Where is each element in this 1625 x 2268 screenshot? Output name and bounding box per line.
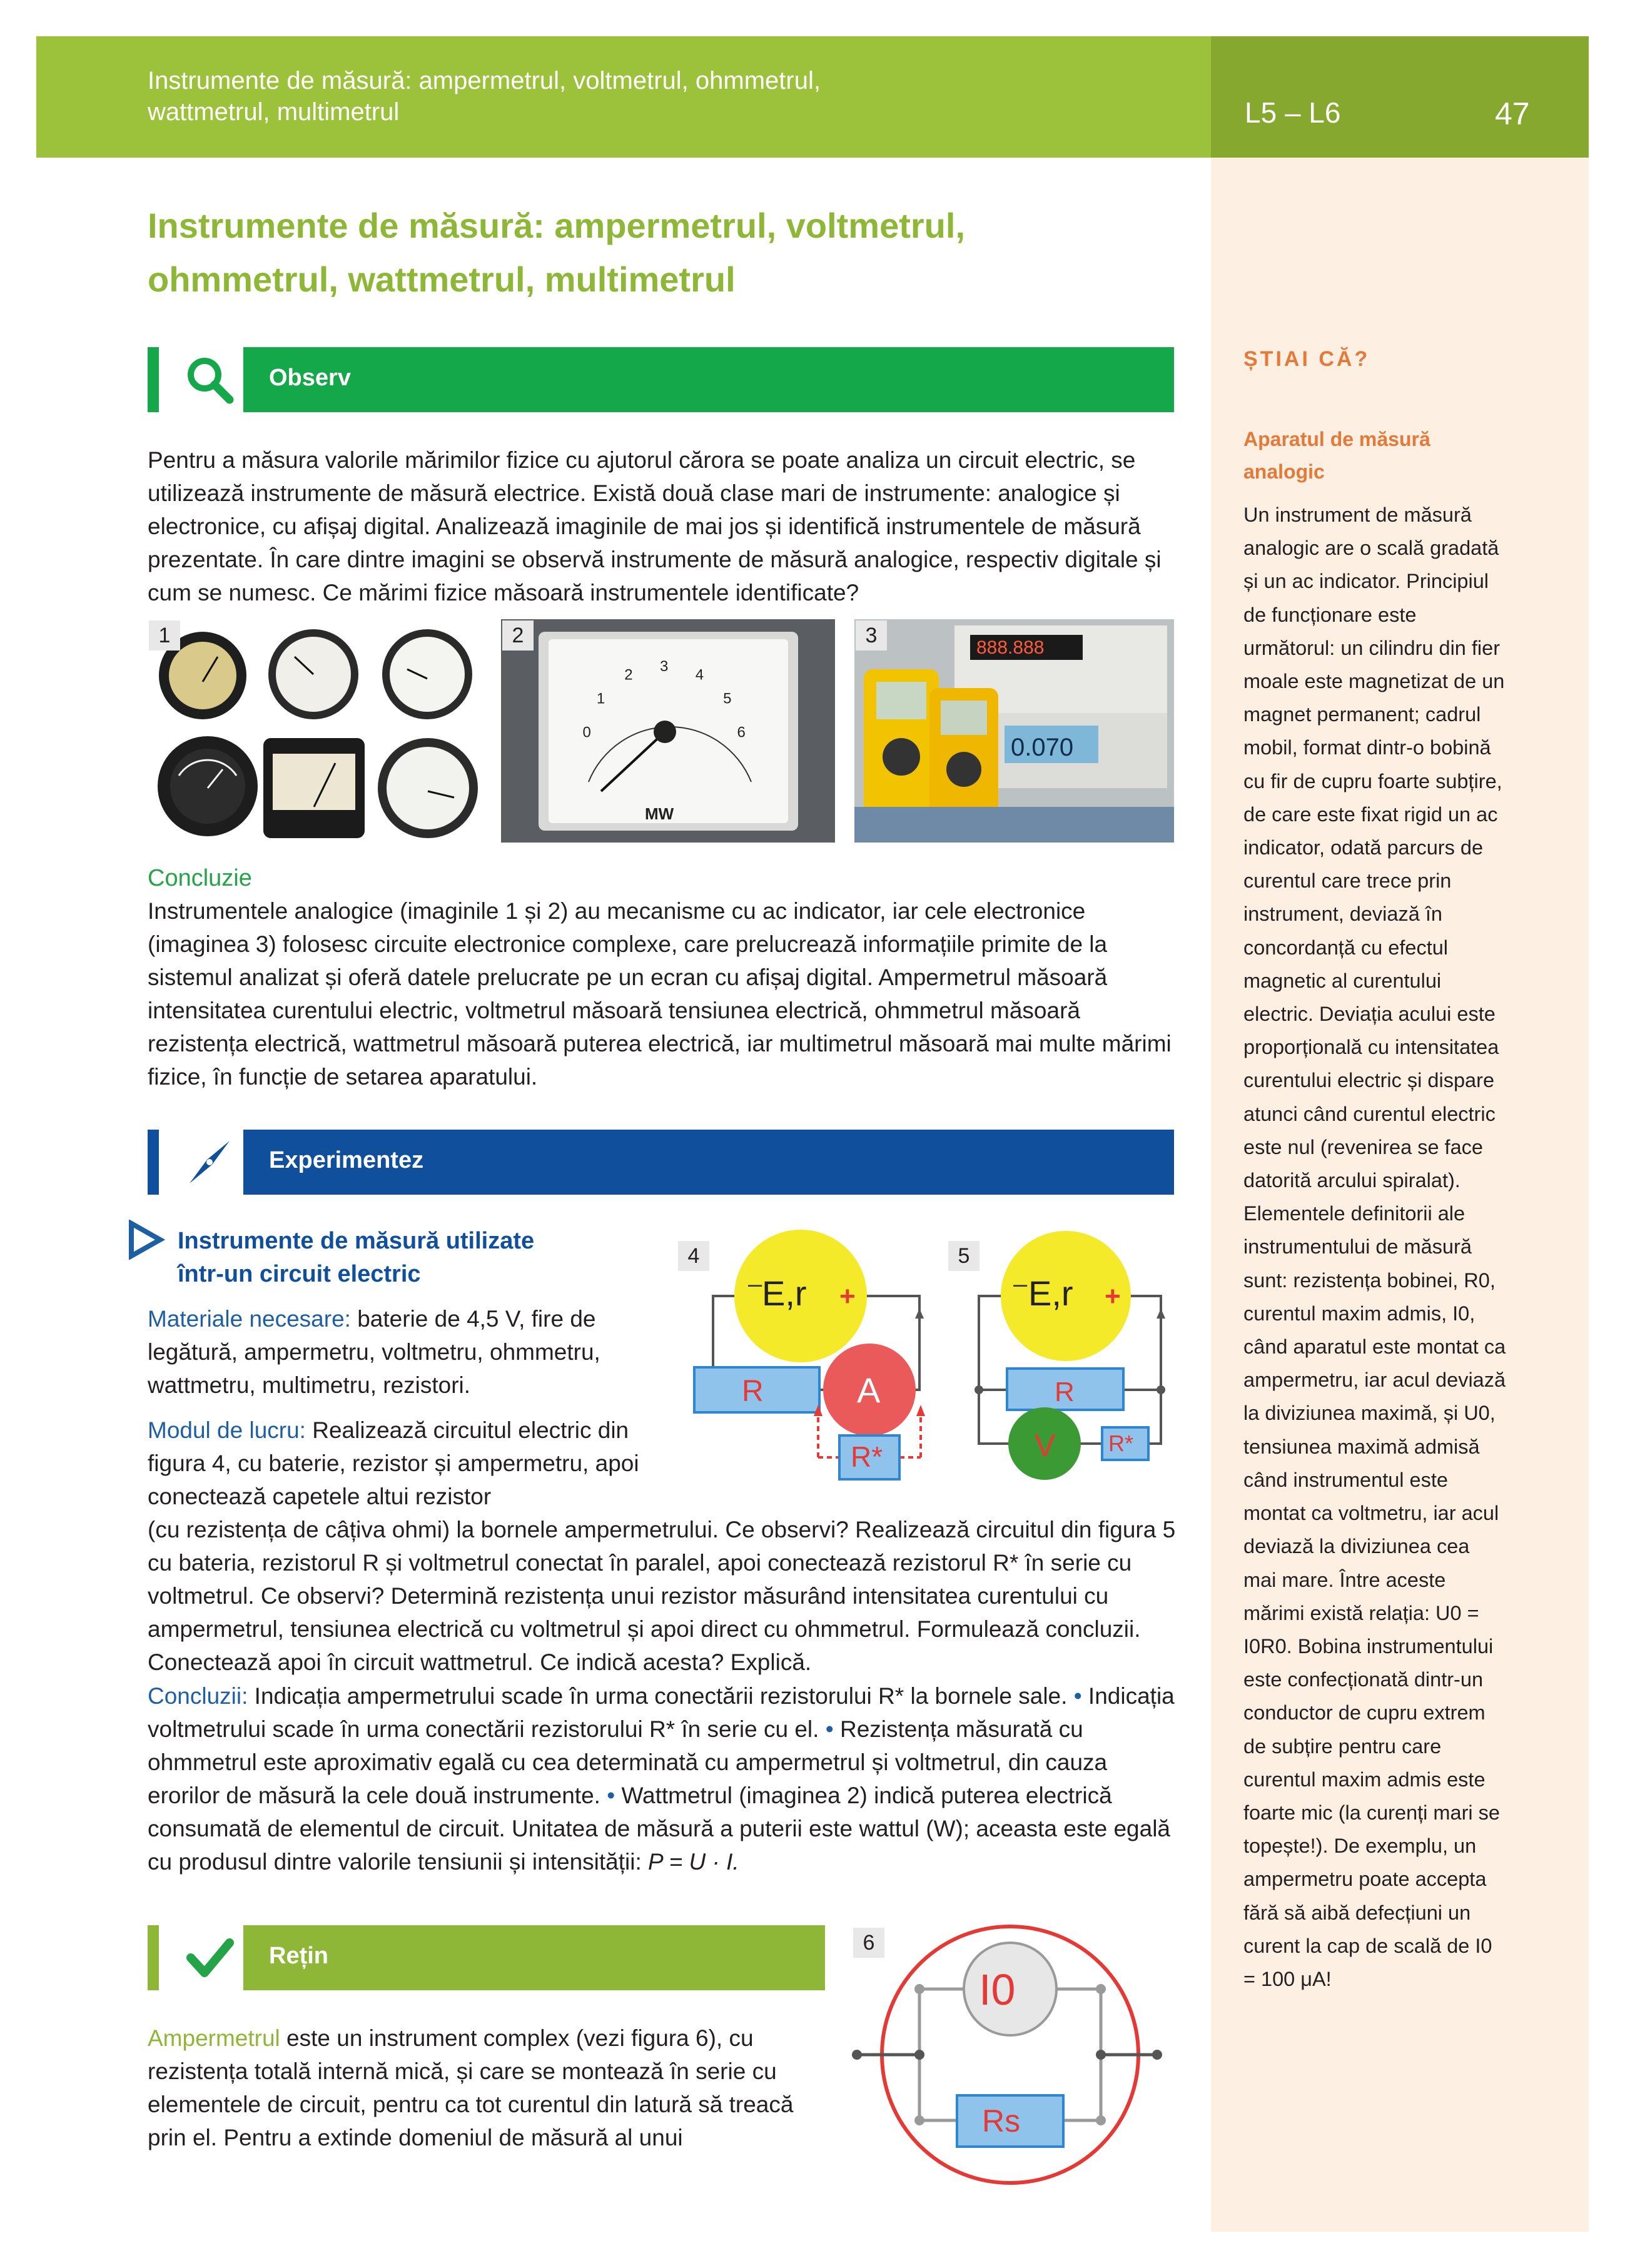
image-3-digital-instruments xyxy=(854,619,1174,843)
image-3-display-main: 0.070 xyxy=(1011,734,1074,761)
observ-bar xyxy=(243,347,1174,412)
retin-label: Rețin xyxy=(269,1943,328,1969)
figure-6-galvanometer-label: I0 xyxy=(979,1965,1016,2014)
retin-bar xyxy=(243,1925,825,1990)
bullet-2: • xyxy=(825,1716,834,1742)
figure-4-minus: – xyxy=(748,1270,762,1298)
figure-5-series-label: R* xyxy=(1108,1430,1134,1456)
checkmark-icon xyxy=(181,1925,238,1990)
image-3-number: 3 xyxy=(856,620,887,651)
figure-4-source-label: E,r xyxy=(762,1273,807,1313)
bullet-3: • xyxy=(607,1783,615,1808)
retin-paragraph xyxy=(148,2022,829,2154)
experimentez-label: Experimentez xyxy=(269,1147,424,1173)
method-label: Modul de lucru: xyxy=(148,1417,306,1443)
figure-5-source-label: E,r xyxy=(1028,1273,1073,1313)
conclusions-4: Wattmetrul (imaginea 2) indică puterea electrică consumată de elementul de circuit. Unitatea de măsură a puterii este wattul (W); aceasta este egală cu produsul dintre valorile tensiunii și intensității: xyxy=(148,1783,1171,1875)
conclusions-paragraph xyxy=(148,1679,1180,1878)
figure-4-number: 4 xyxy=(678,1241,709,1271)
dial-tick-label: 3 xyxy=(660,658,669,675)
figure-4-resistor-label: R xyxy=(742,1375,764,1408)
dial-tick-label: 1 xyxy=(596,690,605,707)
conclusions-label: Concluzii: xyxy=(148,1683,248,1709)
dial-tick-label: 5 xyxy=(723,690,732,707)
image-2-number: 2 xyxy=(502,620,534,651)
observ-label: Observ xyxy=(269,365,351,391)
figure-4-ammeter-label: A xyxy=(857,1370,881,1410)
magnifier-icon xyxy=(181,347,238,412)
conclusion-heading: Concluzie xyxy=(148,865,252,891)
figure-4-shunt-label: R* xyxy=(851,1440,883,1473)
sidebar-text: Un instrument de măsură analogic are o scală gradată și un ac indicator. Principiul de funcționare este următorul: un cilindru din fier moale este magnetizat de un magnet permanent; cadrul mobil, format dintr-o bobină cu fir de cupru foarte subțire, de care este fixat rigid un ac indicator, odată parcurs de curentul care trece prin instrument, deviază în concordanță cu efectul magnetic al curentului electric. Deviația acului este proporțională cu intensitatea curentului electric și dispare atunci când curentul electric este nul (revenirea se face datorită arcului spiralat). Elementele definitorii ale instrumentului de măsură sunt: rezistența bobinei, R0, curentul maxim admis, I0, când aparatul este montat ca ampermetru, iar acul deviază la diviziunea maximă, și U0, tensiunea maximă admisă când instrumentul este montat ca voltmetru, iar acul deviază la diviziunea cea mai mare. Între aceste mărimi există relația: U0 = I0R0. Bobina instrumentului este confecționată dintr-un conductor de cupru extrem de subțire pentru care curentul maxim admis este foarte mic (la curenți mari se topește!). De exemplu, un ampermetru poate accepta fără să aibă defecțiuni un curent la cap de scală de I0 = 100 μA! xyxy=(1243,504,1506,1990)
experiment-subheading-line2: într-un circuit electric xyxy=(178,1261,421,1287)
retin-lead: Ampermetrul xyxy=(148,2025,280,2051)
experimentez-bar-stub xyxy=(148,1130,159,1195)
figure-5-plus: + xyxy=(1105,1281,1121,1312)
sidebar-heading: ȘTIAI CĂ? xyxy=(1243,347,1370,371)
figure-4-plus: + xyxy=(839,1281,856,1312)
figure-5-resistor-label: R xyxy=(1055,1377,1075,1407)
image-3-display-top: 888.888 xyxy=(976,637,1045,658)
method-text-1: Realizează circuitul electric din figura 4, cu baterie, rezistor și ampermetru, apoi conectează capetele altui rezistor xyxy=(148,1417,639,1509)
image-2-wattmeter xyxy=(501,619,835,843)
observ-bar-stub xyxy=(148,347,159,412)
retin-bar-stub xyxy=(148,1925,159,1990)
experiment-subheading-line1: Instrumente de măsură utilizate xyxy=(178,1228,535,1254)
method-paragraph xyxy=(148,1414,648,1513)
page-title-line1: Instrumente de măsură: ampermetrul, voltmetrul, xyxy=(148,206,966,245)
page-title-line2: ohmmetrul, wattmetrul, multimetrul xyxy=(148,260,736,299)
figure-5-voltmeter-label: V xyxy=(1035,1428,1056,1463)
materials-label: Materiale necesare: xyxy=(148,1306,351,1332)
dial-tick-label: 0 xyxy=(582,724,591,741)
image-1-number: 1 xyxy=(149,620,180,651)
figure-5-number: 5 xyxy=(948,1241,980,1271)
materials-text: baterie de 4,5 V, fire de legătură, ampermetru, voltmetru, ohmmetru, wattmetru, multimetru, rezistori. xyxy=(148,1306,600,1398)
materials-paragraph xyxy=(148,1302,648,1402)
header-lessons: L5 – L6 xyxy=(1245,96,1341,129)
page-title xyxy=(148,199,1148,306)
conclusions-3: Rezistența măsurată cu ohmmetrul este aproximativ egală cu cea determinată cu ampermetrul și voltmetrul, din cauza erorilor de măsură la cele două instrumente. xyxy=(148,1716,1108,1808)
figure-6-number: 6 xyxy=(853,1928,884,1958)
image-1-analog-gauges xyxy=(148,619,482,843)
bullet-1: • xyxy=(1073,1683,1082,1709)
figure-5-circuit xyxy=(944,1226,1176,1489)
conclusions-2: Indicația voltmetrului scade în urma conectării rezistorului R* în serie cu el. xyxy=(148,1683,1175,1742)
experiment-subheading xyxy=(178,1225,534,1291)
dial-tick-label: 4 xyxy=(695,666,704,684)
image-2-dial-label: MW xyxy=(645,804,674,823)
compass-icon xyxy=(181,1130,238,1195)
dial-tick-label: 2 xyxy=(624,666,633,684)
sidebar-subtitle: Aparatul de măsură analogic xyxy=(1243,428,1430,483)
header-title-line2: wattmetrul, multimetrul xyxy=(148,98,400,126)
page-number: 47 xyxy=(1495,96,1530,131)
header-title xyxy=(148,65,1148,128)
dial-tick-label: 6 xyxy=(737,724,746,741)
figure-5-minus: – xyxy=(1013,1270,1028,1298)
power-formula: P = U · I. xyxy=(648,1849,739,1875)
figure-4-circuit xyxy=(676,1226,938,1507)
observ-paragraph: Pentru a măsura valorile mărimilor fizice cu ajutorul cărora se poate analiza un circuit electric, se utilizează instrumente de măsură electrice. Există două clase mari de instrumente: analogice și electronice, cu afișaj digital. Analizează imaginile de mai jos și identifică instrumentele de măsură prezentate. În care dintre imagini se observă instrumente de măsură analogice, respectiv digitale și cum se numesc. Ce mărimi fizice măsoară instrumentele identificate? xyxy=(148,447,1162,605)
conclusions-1: Indicația ampermetrului scade în urma conectării rezistorului R* la bornele sale. xyxy=(248,1683,1074,1709)
header-title-line1: Instrumente de măsură: ampermetrul, voltmetrul, ohmmetrul, xyxy=(148,67,821,94)
conclusion-text: Instrumentele analogice (imaginile 1 și 2) au mecanisme cu ac indicator, iar cele electronice (imaginea 3) folosesc circuite electronice complexe, care prelucrează informațiile primite de la sistemul analizat și oferă datele prelucrate pe un ecran cu afișaj digital. Ampermetrul măsoară intensitatea curentului electric, voltmetrul măsoară tensiunea electrică, ohmmetrul măsoară rezistența electrică, wattmetrul măsoară puterea electrică, iar multimetrul măsoară mai multe mărimi fizice, în funcție de setarea aparatului. xyxy=(148,898,1172,1090)
play-triangle-icon xyxy=(128,1220,165,1263)
figure-6-ammeter-schematic xyxy=(844,1914,1170,2195)
retin-text: este un instrument complex (vezi figura 6), cu rezistența totală internă mică, și care se montează în serie cu elementele de circuit, pentru ca tot curentul din latură să treacă prin el. Pentru a extinde domeniul de măsură al unui xyxy=(148,2025,794,2150)
figure-6-shunt-label: Rs xyxy=(982,2103,1021,2139)
method-text-2: (cu rezistența de câțiva ohmi) la bornele ampermetrului. Ce observi? Realizează circuitul din figura 5 cu bateria, rezistorul R și voltmetrul conectat în paralel, apoi conectează rezistorul R* în serie cu voltmetrul. Ce observi? Determină rezistența unui rezistor măsurând intensitatea curentului cu ampermetrul, tensiunea electrică cu voltmetrul și apoi direct cu ohmmetrul. Formulează concluzii. Conectează apoi în circuit wattmetrul. Ce indică acesta? Explică. xyxy=(148,1517,1176,1675)
